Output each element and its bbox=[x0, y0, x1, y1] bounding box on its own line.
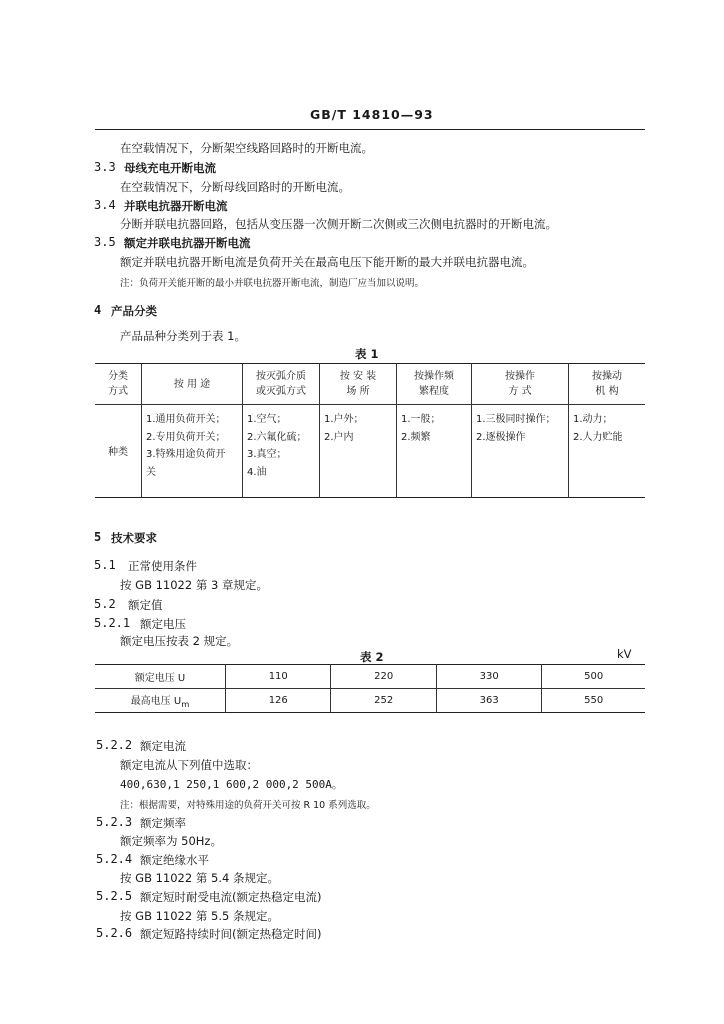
table-header-cell: 按操作频 繁程度 bbox=[397, 364, 472, 405]
s521-number: 5.2.1 bbox=[94, 616, 131, 630]
s35-title: 额定并联电抗器开断电流 bbox=[124, 236, 251, 250]
table-cell: 1.户外； 2.户内 bbox=[320, 405, 397, 498]
table-cell: 550 bbox=[542, 689, 645, 713]
row-label-subscript: m bbox=[181, 699, 190, 709]
table-header-cell: 按操动 机 构 bbox=[569, 364, 646, 405]
rated-voltage-table bbox=[95, 664, 645, 713]
s523-title: 额定频率 bbox=[140, 816, 186, 830]
row-label-text: 额定电压 U bbox=[134, 673, 186, 684]
table-header-cell: 按 用 途 bbox=[142, 364, 243, 405]
s4-number: 4 bbox=[94, 303, 102, 317]
table-cell: 252 bbox=[331, 689, 436, 713]
row-label bbox=[95, 689, 226, 713]
s34-title: 并联电抗器开断电流 bbox=[124, 199, 228, 213]
s4-text: 产品品种分类列于表 1。 bbox=[120, 329, 246, 343]
table2-caption: 表 2 bbox=[360, 650, 384, 664]
s34-text: 分断并联电抗器回路，包括从变压器一次侧开断二次侧或三次侧电抗器时的开断电流。 bbox=[120, 217, 557, 231]
table1-caption: 表 1 bbox=[355, 347, 379, 361]
table2-unit: kV bbox=[617, 647, 632, 661]
table-row bbox=[95, 665, 645, 689]
s522-note: 注：根据需要，对特殊用途的负荷开关可按 R 10 系列选取。 bbox=[120, 800, 376, 811]
table-cell: 126 bbox=[226, 689, 331, 713]
s34-number: 3.4 bbox=[94, 198, 116, 212]
s35-text: 额定并联电抗器开断电流是负荷开关在最高电压下能开断的最大并联电抗器电流。 bbox=[120, 255, 534, 269]
s51-number: 5.1 bbox=[94, 558, 116, 572]
table-cell: 1.通用负荷开关； 2.专用负荷开关； 3.特殊用途负荷开 关 bbox=[142, 405, 243, 498]
s52-number: 5.2 bbox=[94, 597, 116, 611]
table-cell: 330 bbox=[436, 665, 541, 689]
table-cell: 1.三极同时操作； 2.逐极操作 bbox=[472, 405, 569, 498]
s5-title: 技术要求 bbox=[111, 531, 157, 545]
s4-title: 产品分类 bbox=[111, 304, 157, 318]
s32-text: 在空载情况下，分断架空线路回路时的开断电流。 bbox=[120, 141, 373, 155]
table-header-row bbox=[95, 364, 645, 405]
table-header-cell: 按 安 装 场 所 bbox=[320, 364, 397, 405]
s35-number: 3.5 bbox=[94, 235, 116, 249]
s526-title: 额定短路持续时间(额定热稳定时间) bbox=[140, 927, 322, 941]
s51-text: 按 GB 11022 第 3 章规定。 bbox=[120, 578, 268, 592]
table-cell: 1.一般； 2.频繁 bbox=[397, 405, 472, 498]
s51-title: 正常使用条件 bbox=[128, 559, 197, 573]
s522-values: 400,630,1 250,1 600,2 000,2 500A。 bbox=[120, 778, 343, 791]
s522-text: 额定电流从下列值中选取： bbox=[120, 758, 258, 772]
s525-title: 额定短时耐受电流(额定热稳定电流) bbox=[140, 890, 322, 904]
s33-number: 3.3 bbox=[94, 160, 116, 174]
document-code: GB/T 14810—93 bbox=[310, 107, 434, 122]
s525-number: 5.2.5 bbox=[96, 889, 133, 903]
s523-text: 额定频率为 50Hz。 bbox=[120, 834, 222, 848]
table-row bbox=[95, 405, 645, 498]
row-label: 种类 bbox=[108, 447, 128, 459]
table-header-cell: 分类 方式 bbox=[95, 364, 142, 405]
s526-number: 5.2.6 bbox=[96, 926, 133, 940]
header-rule bbox=[95, 129, 645, 130]
s52-title: 额定值 bbox=[128, 598, 163, 612]
s524-number: 5.2.4 bbox=[96, 852, 133, 866]
s525-text: 按 GB 11022 第 5.5 条规定。 bbox=[120, 909, 279, 923]
classification-table bbox=[95, 363, 645, 498]
s522-number: 5.2.2 bbox=[96, 738, 133, 752]
s35-note: 注：负荷开关能开断的最小并联电抗器开断电流，制造厂应当加以说明。 bbox=[120, 278, 425, 289]
s5-number: 5 bbox=[94, 530, 102, 544]
s522-title: 额定电流 bbox=[140, 739, 186, 753]
table-header-cell: 按灭弧介质 或灭弧方式 bbox=[243, 364, 320, 405]
s521-title: 额定电压 bbox=[140, 617, 186, 631]
table-cell: 363 bbox=[436, 689, 541, 713]
s33-title: 母线充电开断电流 bbox=[124, 161, 216, 175]
table-header-cell: 按操作 方 式 bbox=[472, 364, 569, 405]
table-row bbox=[95, 689, 645, 713]
s524-text: 按 GB 11022 第 5.4 条规定。 bbox=[120, 871, 279, 885]
table-cell: 220 bbox=[331, 665, 436, 689]
s33-text: 在空载情况下，分断母线回路时的开断电流。 bbox=[120, 180, 350, 194]
table-cell: 110 bbox=[226, 665, 331, 689]
row-label bbox=[95, 665, 226, 689]
s523-number: 5.2.3 bbox=[96, 815, 133, 829]
s524-title: 额定绝缘水平 bbox=[140, 853, 209, 867]
row-label-text: 最高电压 U bbox=[130, 696, 182, 707]
table-cell: 1.空气； 2.六氟化硫； 3.真空； 4.油 bbox=[243, 405, 320, 498]
table-cell: 1.动力； 2.人力贮能 bbox=[569, 405, 646, 498]
s521-text: 额定电压按表 2 规定。 bbox=[120, 634, 239, 648]
table-cell: 500 bbox=[542, 665, 645, 689]
